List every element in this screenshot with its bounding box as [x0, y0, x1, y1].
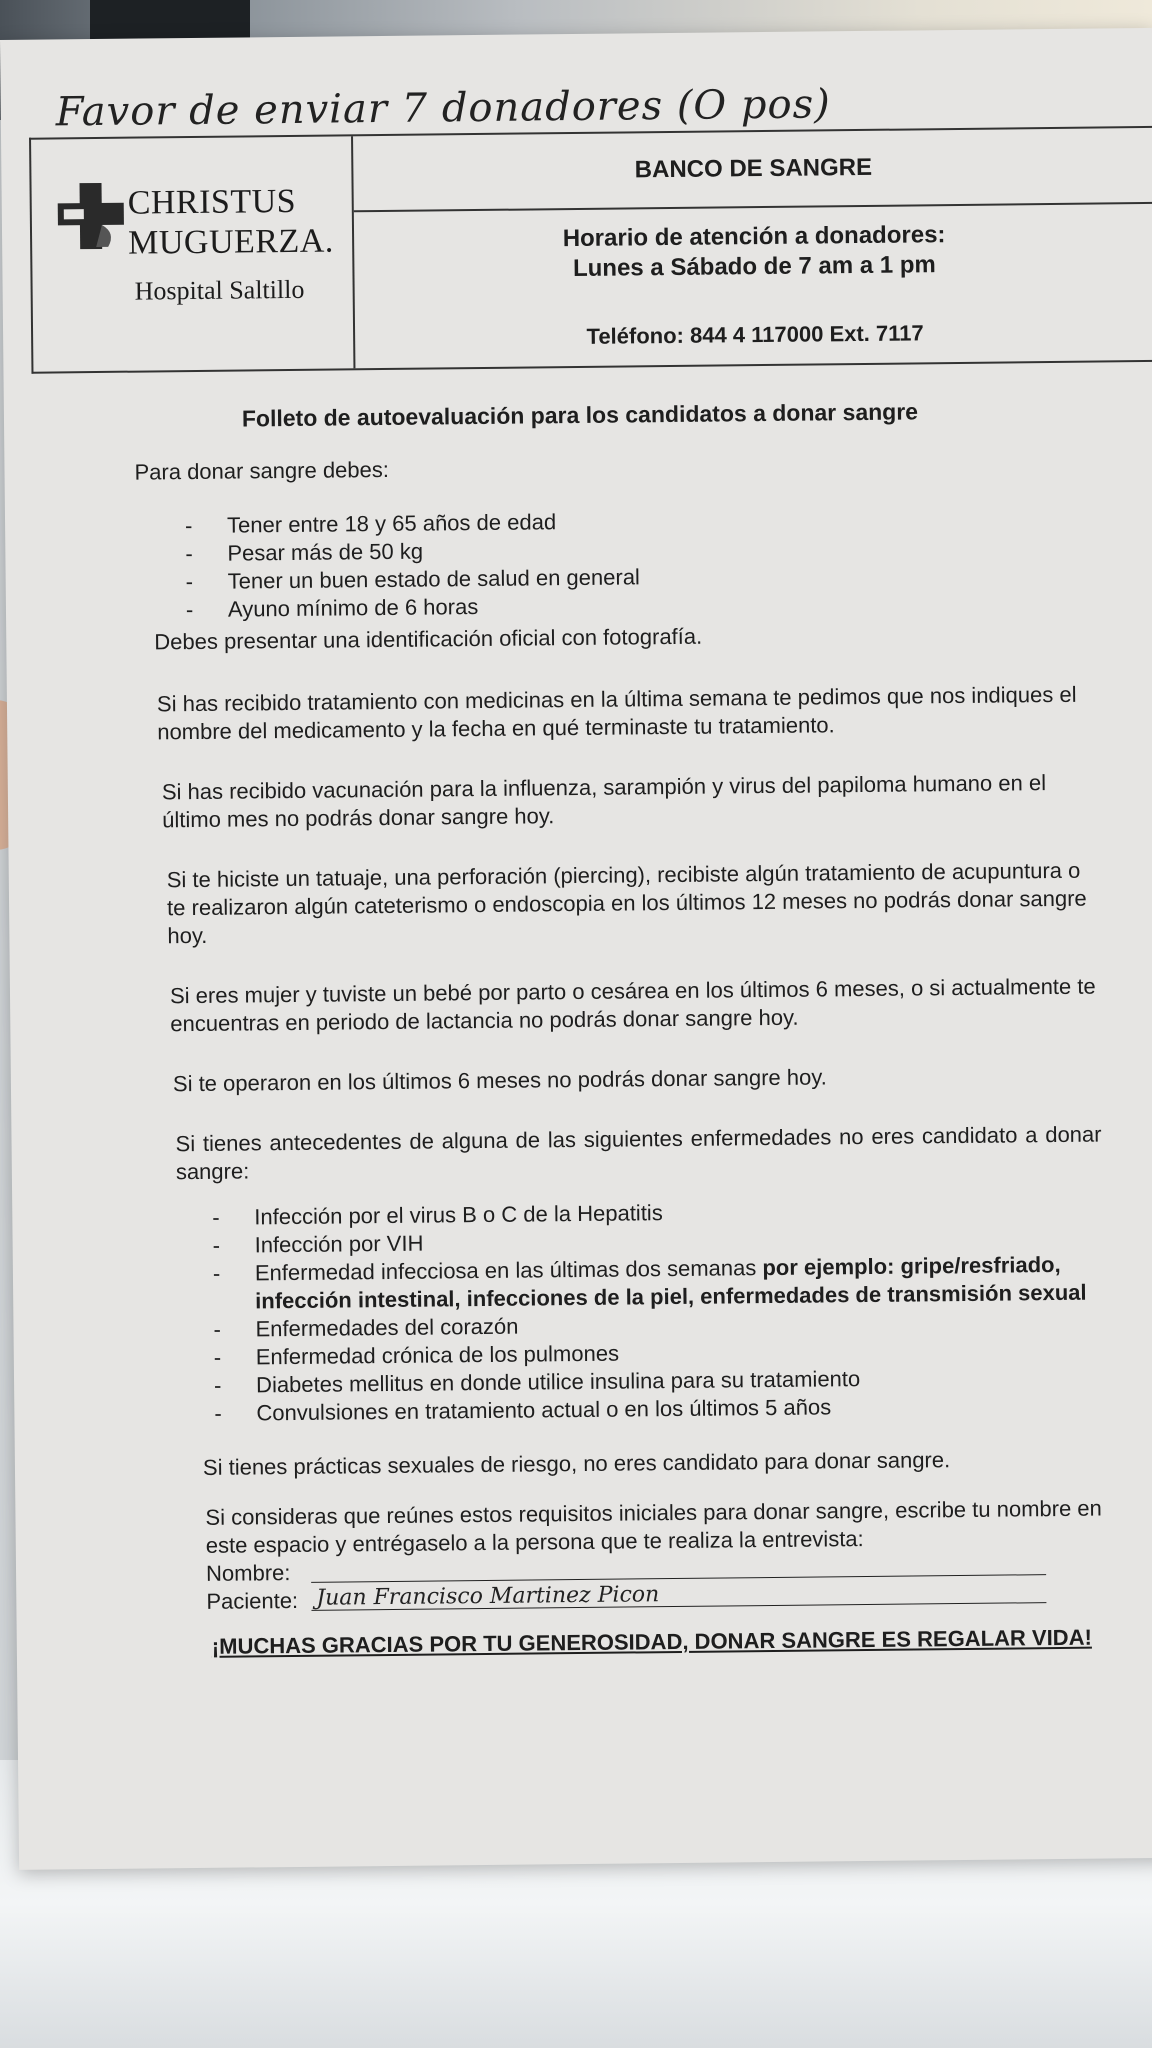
list-item: - Tener entre 18 y 65 años de edad [185, 503, 1095, 541]
list-item: - Enfermedades del corazón [213, 1307, 1103, 1344]
paragraph: Si has recibido tratamiento con medicinas en la última semana te pedimos que nos indiques el nombre del medicamento y la fecha en qué terminaste tu tratamiento. [156, 681, 1077, 745]
hours-line-1: Horario de atención a donadores: [562, 221, 946, 253]
intro-text: Para donar sangre debes: [134, 456, 390, 485]
disease-text: Enfermedad infecciosa en las últimas dos semanas [254, 1255, 763, 1286]
list-item: - Enfermedad crónica de los pulmones [214, 1335, 1104, 1372]
header-table [29, 126, 1152, 374]
closing-text: Si consideras que reúnes estos requisitos iniciales para donar sangre, escribe tu nombre en este espacio y entrégaselo a la persona que te realiza la entrevista: [205, 1495, 1102, 1558]
list-item: - Pesar más de 50 kg [185, 531, 1095, 569]
diseases-list [152, 1195, 1104, 1429]
paragraph: Si te operaron en los últimos 6 meses no podrás donar sangre hoy. [172, 1064, 827, 1097]
name-label: Nombre: [205, 1560, 291, 1586]
risk-note: Si tienes prácticas sexuales de riesgo, no eres candidato para donar sangre. [202, 1447, 951, 1480]
list-item: - Ayuno mínimo de 6 horas [186, 587, 1096, 625]
list-item [213, 1251, 1104, 1316]
list-item: - Diabetes mellitus en donde utilice insulina para su tratamiento [214, 1363, 1104, 1400]
list-item: - Infección por VIH [212, 1223, 1102, 1260]
cross-logo-icon [55, 181, 126, 252]
phone-number: Teléfono: 844 4 117000 Ext. 7117 [586, 320, 924, 349]
handwritten-note: Favor de enviar 7 donadores (O pos) [55, 81, 831, 136]
logo-text-muguerza: MUGUERZA. [127, 222, 334, 262]
logo-cell [31, 136, 355, 371]
patient-handwritten-name: Juan Francisco Martinez Picon [316, 1582, 660, 1611]
paragraph: Si has recibido vacunación para la influenza, sarampión y virus del papiloma humano en el último mes no podrás donar sangre hoy. [161, 770, 1047, 833]
paper-sheet [0, 28, 1152, 1870]
document-body [134, 449, 1106, 1617]
blood-bank-title: BANCO DE SANGRE [353, 128, 1152, 212]
requirements-list [145, 503, 1096, 625]
patient-field [206, 1579, 1106, 1616]
list-item: - Infección por el virus B o C de la Hepatitis [212, 1195, 1102, 1232]
hours-line-2: Lunes a Sábado de 7 am a 1 pm [572, 251, 936, 283]
document-title: Folleto de autoevaluación para los candidatos a donar sangre [241, 398, 919, 432]
hours-block [354, 218, 1152, 286]
list-item: - Convulsiones en tratamiento actual o en los últimos 5 años [214, 1391, 1104, 1428]
paragraph: Si eres mujer y tuviste un bebé por parto o cesárea en los últimos 6 meses, o si actualmente te encuentras en periodo de lactancia no podrás donar sangre hoy. [169, 973, 1096, 1037]
patient-label: Paciente: [206, 1587, 299, 1614]
list-item: - Tener un buen estado de salud en general [186, 559, 1096, 597]
paragraph: Si te hiciste un tatuaje, una perforación (piercing), recibiste algún tratamiento de acupuntura o te realizaron algún cateterismo o endoscopia en los últimos 12 meses no podrás donar sangre hoy. [166, 857, 1087, 949]
logo-text-hospital: Hospital Saltillo [134, 274, 305, 306]
disease-examples: por ejemplo: gripe/resfriado, infección intestinal, infecciones de la piel, enfermedades de transmisión sexual [255, 1251, 1087, 1314]
thanks-banner: ¡MUCHAS GRACIAS POR TU GENEROSIDAD, DONAR SANGRE ES REGALAR VIDA! [211, 1624, 1092, 1659]
id-note: Debes presentar una identificación oficial con fotografía. [154, 623, 703, 655]
logo-text-christus: CHRISTUS [127, 182, 297, 222]
paragraph: Si tienes antecedentes de alguna de las siguientes enfermedades no eres candidato a donar sangre: [175, 1121, 1102, 1185]
